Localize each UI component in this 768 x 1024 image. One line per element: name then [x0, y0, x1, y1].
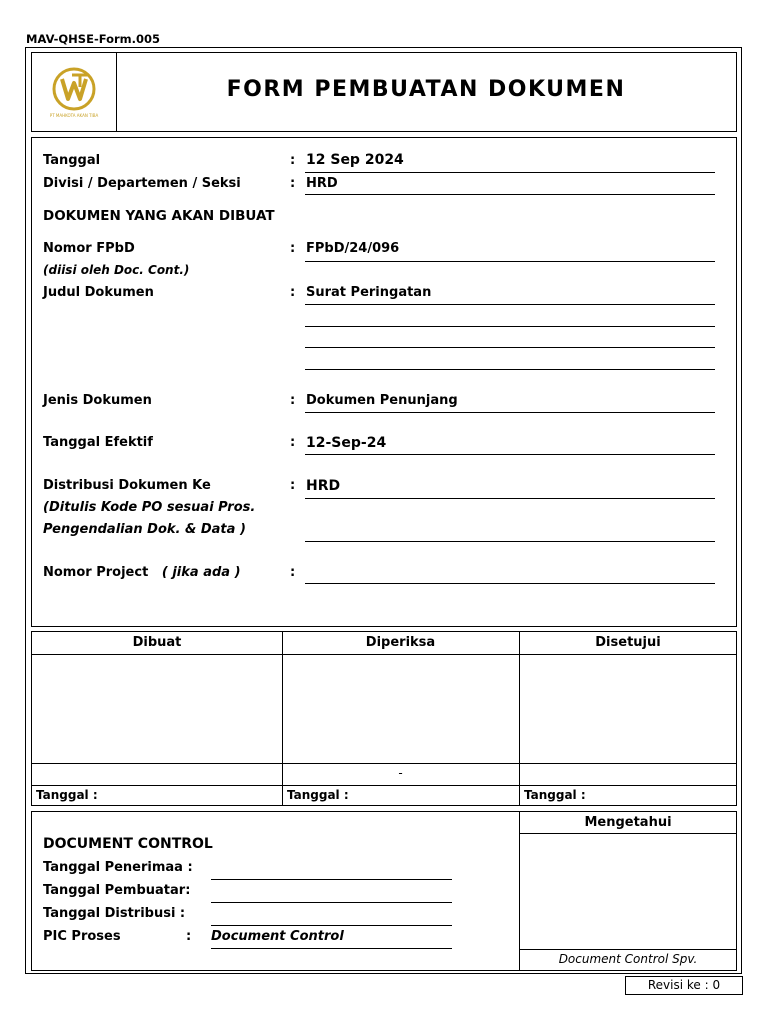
divisi-value: HRD [306, 176, 338, 191]
company-logo-cell [32, 53, 117, 131]
field-line [305, 369, 715, 370]
jenis-value: Dokumen Penunjang [306, 393, 458, 408]
field-line [305, 498, 715, 499]
distribusi-label: Distribusi Dokumen Ke [43, 478, 211, 493]
pic-value: Document Control [211, 929, 344, 944]
tanggal-value: 12 Sep 2024 [306, 152, 404, 168]
company-logo-icon [32, 53, 116, 131]
distribusi-note-1: (Ditulis Kode PO sesuai Pros. [43, 500, 256, 515]
distribusi-value: HRD [306, 478, 341, 494]
field-line [305, 172, 715, 173]
field-line [305, 347, 715, 348]
nomor-value: FPbD/24/096 [306, 241, 400, 256]
field-line [305, 261, 715, 262]
diperiksa-tanggal: Tanggal : [287, 788, 349, 802]
field-line [211, 902, 452, 903]
column-divider [519, 632, 520, 805]
section-heading: DOKUMEN YANG AKAN DIBUAT [43, 208, 275, 224]
logo-caption: PT MAHKOTA AKAN TIBA [49, 113, 99, 118]
nomor-note: (diisi oleh Doc. Cont.) [43, 263, 190, 277]
pembuatan-label: Tanggal Pembuatar: [43, 883, 191, 898]
dibuat-header: Dibuat [132, 635, 182, 650]
colon: : [290, 241, 296, 256]
mengetahui-role: Document Control Spv. [558, 952, 698, 966]
field-line [305, 412, 715, 413]
colon: : [290, 176, 296, 191]
diperiksa-name: - [398, 766, 403, 780]
field-line [305, 304, 715, 305]
row-divider [519, 949, 737, 950]
colon: : [290, 565, 296, 580]
field-line [305, 541, 715, 542]
pic-label: PIC Proses [43, 929, 121, 944]
document-control-section [31, 811, 737, 971]
document-control-heading: DOCUMENT CONTROL [43, 836, 213, 852]
disetujui-tanggal: Tanggal : [524, 788, 586, 802]
field-line [305, 583, 715, 584]
divisi-label: Divisi / Departemen / Seksi [43, 176, 241, 191]
field-line [211, 879, 452, 880]
field-line [211, 925, 452, 926]
field-line [305, 454, 715, 455]
row-divider [519, 833, 737, 834]
mengetahui-header: Mengetahui [584, 815, 672, 830]
judul-label: Judul Dokumen [43, 285, 154, 300]
signature-table [31, 631, 737, 806]
colon: : [290, 285, 296, 300]
form-code: MAV-QHSE-Form.005 [26, 32, 161, 46]
efektif-label: Tanggal Efektif [43, 435, 153, 450]
distribusi-note-2: Pengendalian Dok. & Data ) [43, 522, 246, 537]
penerimaan-label: Tanggal Penerimaa : [43, 860, 193, 875]
diperiksa-header: Diperiksa [365, 635, 436, 650]
distribusi-tanggal-label: Tanggal Distribusi : [43, 906, 186, 921]
column-divider [519, 812, 520, 970]
row-divider [32, 785, 736, 786]
colon: : [290, 435, 296, 450]
row-divider [32, 654, 736, 655]
field-line [305, 326, 715, 327]
project-note: ( jika ada ) [161, 565, 241, 580]
row-divider [32, 763, 736, 764]
form-header [31, 52, 737, 132]
tanggal-label: Tanggal [43, 153, 101, 168]
nomor-label: Nomor FPbD [43, 241, 135, 256]
judul-value: Surat Peringatan [306, 285, 432, 300]
project-label: Nomor Project ( jika ada ) [43, 565, 241, 580]
field-line [211, 948, 452, 949]
colon: : [290, 478, 296, 493]
revision-box: Revisi ke : 0 [625, 976, 743, 995]
jenis-label: Jenis Dokumen [43, 393, 152, 408]
document-details-section [31, 137, 737, 627]
form-title: FORM PEMBUATAN DOKUMEN [226, 77, 626, 102]
colon: : [290, 153, 296, 168]
field-line [305, 194, 715, 195]
colon: : [186, 929, 192, 944]
efektif-value: 12-Sep-24 [306, 435, 387, 451]
colon: : [290, 393, 296, 408]
dibuat-tanggal: Tanggal : [36, 788, 98, 802]
disetujui-header: Disetujui [595, 635, 661, 650]
